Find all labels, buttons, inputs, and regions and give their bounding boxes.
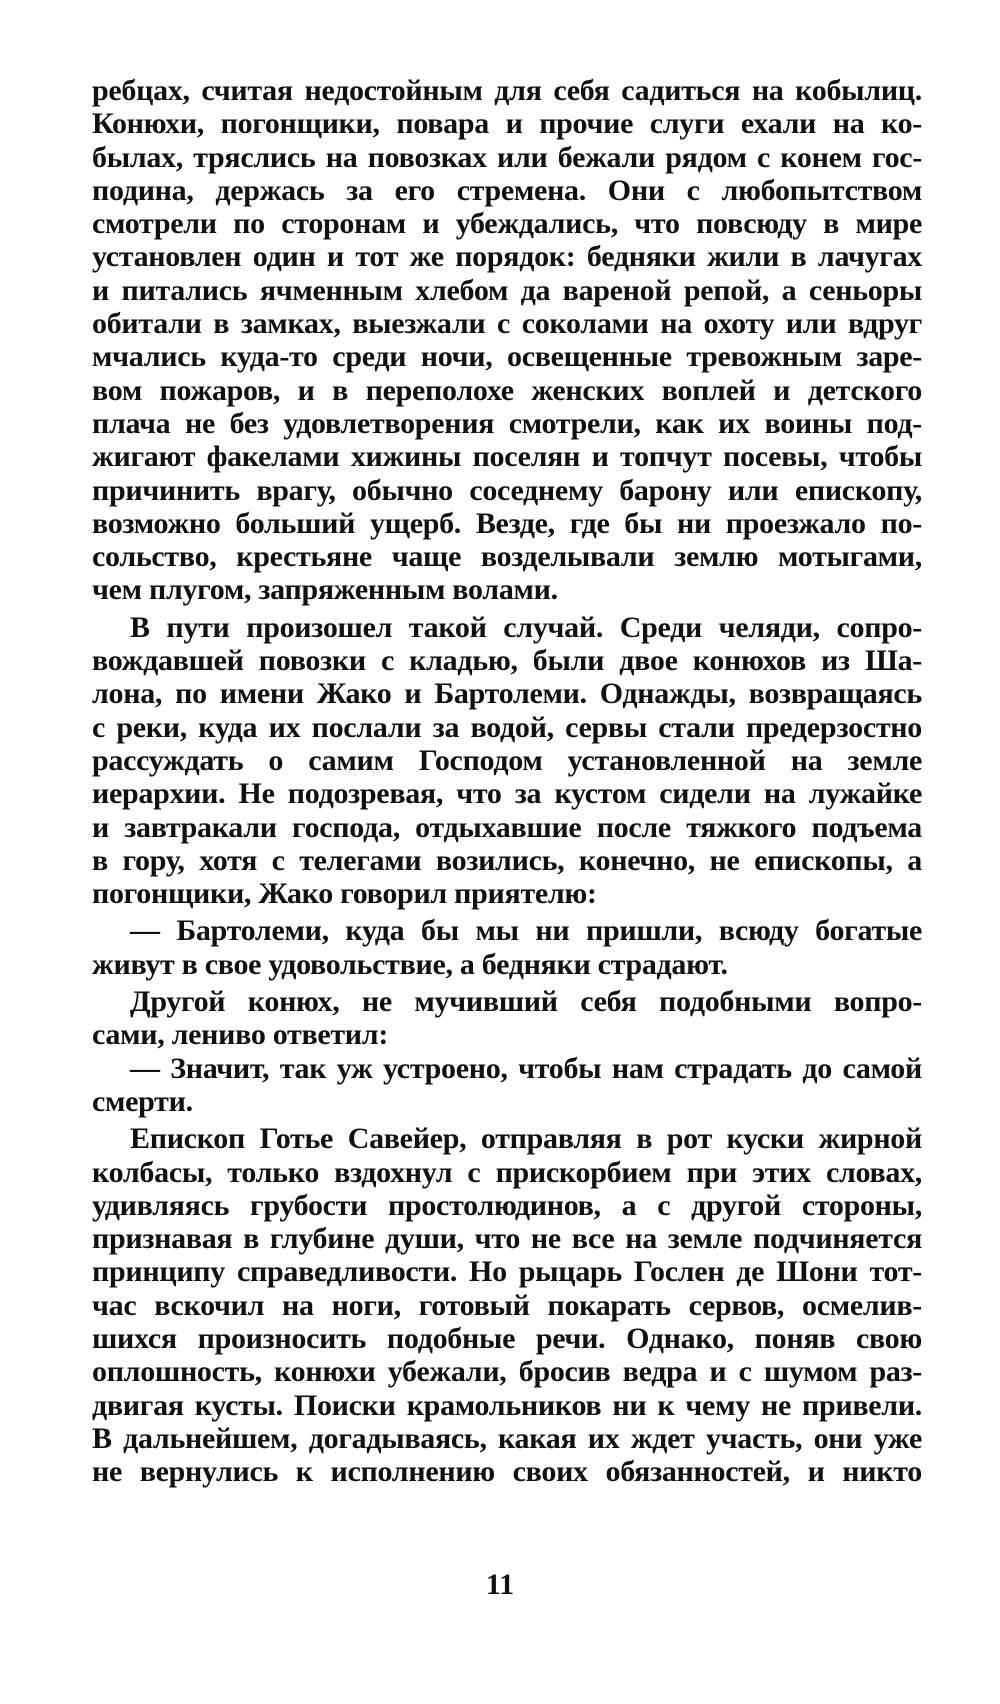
text-line: подина, держась за его стремена. Они с любопытством — [92, 173, 922, 207]
text-line: мчались куда-то среди ночи, освещенные тревожным заре- — [92, 340, 922, 374]
text-line: час вскочил на ноги, готовый покарать сервов, осмелив- — [92, 1288, 922, 1322]
text-line: Конюхи, погонщики, повара и прочие слуги ехали на ко- — [92, 107, 922, 141]
text-line: в гору, хотя с телегами возились, конечно, не епископы, а — [92, 843, 922, 877]
text-line: не вернулись к исполнению своих обязанностей, и никто — [92, 1455, 922, 1489]
text-line: живут в свое удовольствие, а бедняки страдают. — [92, 947, 728, 981]
text-line: и завтракали господа, отдыхавшие после тяжкого подъема — [92, 810, 922, 844]
page-body — [92, 74, 922, 1488]
text-line: смотрели по сторонам и убеждались, что повсюду в мире — [92, 207, 922, 241]
text-line: плача не без удовлетворения смотрели, как их воины под- — [92, 406, 922, 440]
text-line: В дальнейшем, догадываясь, какая их ждет участь, они уже — [92, 1421, 922, 1455]
text-line: колбасы, только вздохнул с прискорбием при этих словах, — [92, 1155, 922, 1189]
text-line: шихся произносить подобные речи. Однако, поняв свою — [92, 1321, 922, 1355]
text-line: жигают факелами хижины поселян и топчут посевы, чтобы — [92, 440, 922, 474]
text-line: В пути произошел такой случай. Среди челяди, сопро- — [130, 610, 922, 644]
text-line: установлен один и тот же порядок: бедняки жили в лачугах — [92, 240, 922, 274]
text-line: вом пожаров, и в переполохе женских воплей и детского — [92, 373, 922, 407]
text-line: и питались ячменным хлебом да вареной репой, а сеньоры — [92, 273, 922, 307]
text-line: вождавшей повозки с кладью, были двое конюхов из Ша- — [92, 644, 922, 678]
text-line: принципу справедливости. Но рыцарь Гослен де Шони тот- — [92, 1255, 922, 1289]
text-line: ребцах, считая недостойным для себя садиться на кобылиц. — [92, 74, 922, 107]
text-line: — Бартолеми, куда бы мы ни пришли, всюду богатые — [130, 914, 922, 948]
text-line: сольство, крестьяне чаще возделывали землю мотыгами, — [92, 540, 922, 574]
text-line: с реки, куда их послали за водой, сервы стали предерзостно — [92, 710, 922, 744]
text-line: Другой конюх, не мучивший себя подобными вопро- — [130, 985, 922, 1019]
text-line: оплошность, конюхи убежали, бросив ведра и с шумом раз- — [92, 1355, 922, 1389]
text-line: причинить врагу, обычно соседнему барону или епископу, — [92, 473, 922, 507]
text-line: сами, лениво ответил: — [92, 1018, 389, 1052]
text-line: обитали в замках, выезжали с соколами на охоту или вдруг — [92, 307, 922, 341]
text-line: признавая в глубине души, что не все на земле подчиняется — [92, 1222, 922, 1256]
text-line: рассуждать о самим Господом установленной на земле — [92, 743, 922, 777]
text-line: двигая кусты. Поиски крамольников ни к чему не привели. — [92, 1388, 922, 1422]
text-line: иерархии. Не подозревая, что за кустом сидели на лужайке — [92, 777, 922, 811]
text-line: удивляясь грубости простолюдинов, а с другой стороны, — [92, 1188, 922, 1222]
text-line: — Значит, так уж устроено, чтобы нам страдать до самой — [130, 1051, 922, 1085]
text-line: Епископ Готье Савейер, отправляя в рот куски жирной — [130, 1122, 922, 1156]
page-number: 11 — [485, 1568, 515, 1601]
text-line: былах, тряслись на повозках или бежали рядом с конем гос- — [92, 140, 922, 174]
text-line: смерти. — [92, 1084, 193, 1118]
text-line: чем плугом, запряженным волами. — [92, 573, 558, 607]
text-line: лона, по имени Жако и Бартолеми. Однажды, возвращаясь — [92, 677, 922, 711]
text-line: погонщики, Жако говорил приятелю: — [92, 877, 597, 911]
text-line: возможно больший ущерб. Везде, где бы ни проезжало по- — [92, 506, 922, 540]
